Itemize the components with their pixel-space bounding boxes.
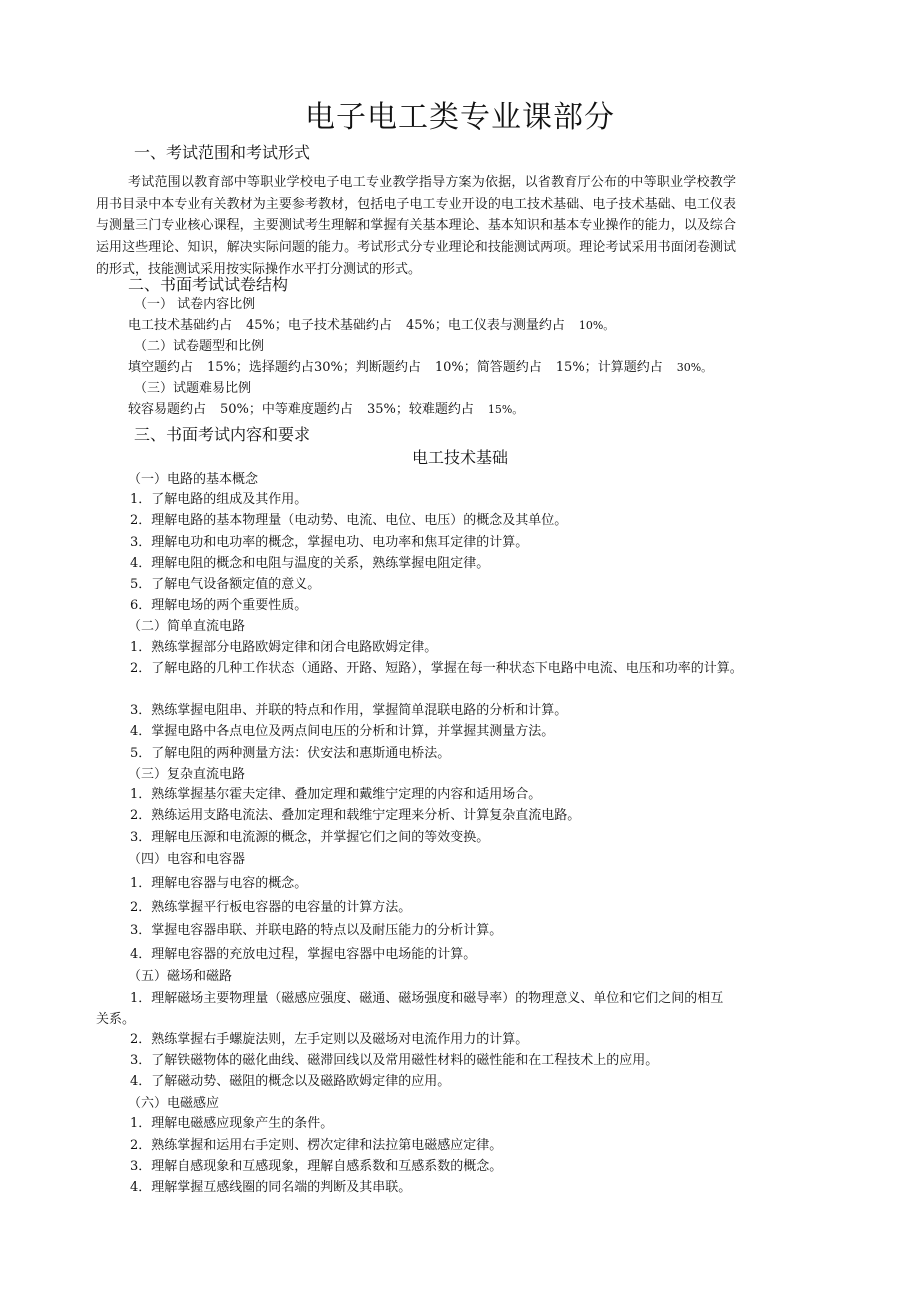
list-item: 1．熟练掌握部分电路欧姆定律和闭合电路欧姆定律。 xyxy=(130,640,438,655)
difficulty-value: 15%。 xyxy=(487,403,524,416)
type-value: 30%。 xyxy=(676,361,713,374)
question-type-line xyxy=(128,359,712,377)
list-item: 3．了解铁磁物体的磁化曲线、磁滞回线以及常用磁性材料的磁性能和在工程技术上的应用。 xyxy=(130,1053,659,1068)
list-item: 1．理解电磁感应现象产生的条件。 xyxy=(130,1116,334,1131)
difficulty-value: 35%； xyxy=(366,402,409,417)
difficulty-label: 较容易题约占 xyxy=(128,402,207,417)
ratio-value: 10%。 xyxy=(578,319,615,332)
list-item: 2．熟练掌握右手螺旋法则，左手定则以及磁场对电流作用力的计算。 xyxy=(130,1032,529,1047)
difficulty-label: 中等难度题约占 xyxy=(261,402,353,417)
ratio-value: 45%； xyxy=(246,318,288,333)
difficulty-value: 50%； xyxy=(220,402,262,417)
list-item: 2．熟练掌握和运用右手定则、楞次定律和法拉第电磁感应定律。 xyxy=(130,1138,503,1153)
list-item: 6．理解电场的两个重要性质。 xyxy=(130,598,308,613)
difficulty-label: 较难题约占 xyxy=(408,402,474,417)
difficulty-line xyxy=(128,401,523,419)
group-heading: （六）电磁感应 xyxy=(128,1096,220,1111)
group-heading: （一）电路的基本概念 xyxy=(128,472,259,487)
ratio-value: 45%； xyxy=(405,318,448,333)
list-item: 4．理解电容器的充放电过程，掌握电容器中电场能的计算。 xyxy=(130,947,477,962)
group-heading: （五）磁场和磁路 xyxy=(128,969,233,984)
list-item: 3．熟练掌握电阻串、并联的特点和作用，掌握简单混联电路的分析和计算。 xyxy=(130,703,568,718)
ratio-label: 电子技术基础约占 xyxy=(287,318,392,333)
group-heading: （四）电容和电容器 xyxy=(128,852,246,867)
list-item: 2．理解电路的基本物理量（电动势、电流、电位、电压）的概念及其单位。 xyxy=(130,513,568,528)
list-item: 1．了解电路的组成及其作用。 xyxy=(130,492,308,507)
list-item: 2．熟练掌握平行板电容器的电容量的计算方法。 xyxy=(130,900,412,915)
group-heading: （三）复杂直流电路 xyxy=(128,767,246,782)
list-item: 3．掌握电容器串联、并联电路的特点以及耐压能力的分析计算。 xyxy=(130,923,503,938)
list-item: 3．理解电压源和电流源的概念，并掌握它们之间的等效变换。 xyxy=(130,830,490,845)
section-2-sub1-heading: （一） 试卷内容比例 xyxy=(134,297,256,312)
page-title: 电子电工类专业课部分 xyxy=(305,100,615,135)
list-item: 1．理解磁场主要物理量（磁感应强度、磁通、磁场强度和磁导率）的物理意义、单位和它们之间的相互关系。 xyxy=(96,991,724,1027)
list-item: 3．理解自感现象和互感现象，理解自感系数和互感系数的概念。 xyxy=(130,1159,503,1174)
type-value: 30%； xyxy=(313,360,356,375)
list-item: 1．熟练掌握基尔霍夫定律、叠加定理和戴维宁定理的内容和适用场合。 xyxy=(130,787,542,802)
section-3-heading: 三、书面考试内容和要求 xyxy=(134,425,311,444)
type-label: 选择题约占 xyxy=(248,360,314,375)
content-ratio-line xyxy=(128,317,614,335)
list-item: 4．了解磁动势、磁阻的概念以及磁路欧姆定律的应用。 xyxy=(130,1074,451,1089)
subject-title: 电工技术基础 xyxy=(411,448,508,467)
list-item: 4．理解掌握互感线圈的同名端的判断及其串联。 xyxy=(130,1180,412,1195)
list-item: 4．理解电阻的概念和电阻与温度的关系，熟练掌握电阻定律。 xyxy=(130,556,490,571)
type-value: 15%； xyxy=(555,360,598,375)
list-item: 4．掌握电路中各点电位及两点间电压的分析和计算，并掌握其测量方法。 xyxy=(130,724,555,739)
type-label: 简答题约占 xyxy=(476,360,542,375)
list-item: 3．理解电功和电功率的概念，掌握电功、电功率和焦耳定律的计算。 xyxy=(130,535,529,550)
type-value: 15%； xyxy=(207,360,249,375)
group-heading: （二）简单直流电路 xyxy=(128,619,246,634)
type-label: 填空题约占 xyxy=(128,360,194,375)
section-2-sub3-heading: （三）试题难易比例 xyxy=(134,381,252,396)
section-2-sub2-heading: （二）试卷题型和比例 xyxy=(134,339,265,354)
list-item: 1．理解电容器与电容的概念。 xyxy=(130,876,308,891)
list-item: 5．了解电气设备额定值的意义。 xyxy=(130,577,321,592)
list-item: 2．了解电路的几种工作状态（通路、开路、短路），掌握在每一种状态下电路中电流、电压和功率的计算。 xyxy=(130,661,743,676)
ratio-label: 电工技术基础约占 xyxy=(128,318,233,333)
section-2-heading: 二、书面考试试卷结构 xyxy=(128,275,289,294)
ratio-label: 电工仪表与测量约占 xyxy=(447,318,565,333)
section-1-heading: 一、考试范围和考试形式 xyxy=(134,143,311,162)
type-value: 10%； xyxy=(434,360,477,375)
section-1-paragraph: 考试范围以教育部中等职业学校电子电工专业教学指导方案为依据，以省教育厅公布的中等职业学校教学用书目录中本专业有关教材为主要参考教材，包括电子电工专业开设的电工技术基础、电子技术基础、电工仪表与测量三门专业核心课程，主要测试考生理解和掌握有关基本理论、基本知识和基本专业操作的能力，以及综合运用这些理论、知识，解决实际问题的能力。考试形式分专业理论和技能测试两项。理论考试采用书面闭卷测试的形式，技能测试采用按实际操作水平打分测试的形式。 xyxy=(96,175,736,277)
type-label: 判断题约占 xyxy=(355,360,421,375)
list-item: 5．了解电阻的两种测量方法：伏安法和惠斯通电桥法。 xyxy=(130,746,451,761)
list-item: 2．熟练运用支路电流法、叠加定理和载维宁定理来分析、计算复杂直流电路。 xyxy=(130,808,581,823)
type-label: 计算题约占 xyxy=(597,360,663,375)
